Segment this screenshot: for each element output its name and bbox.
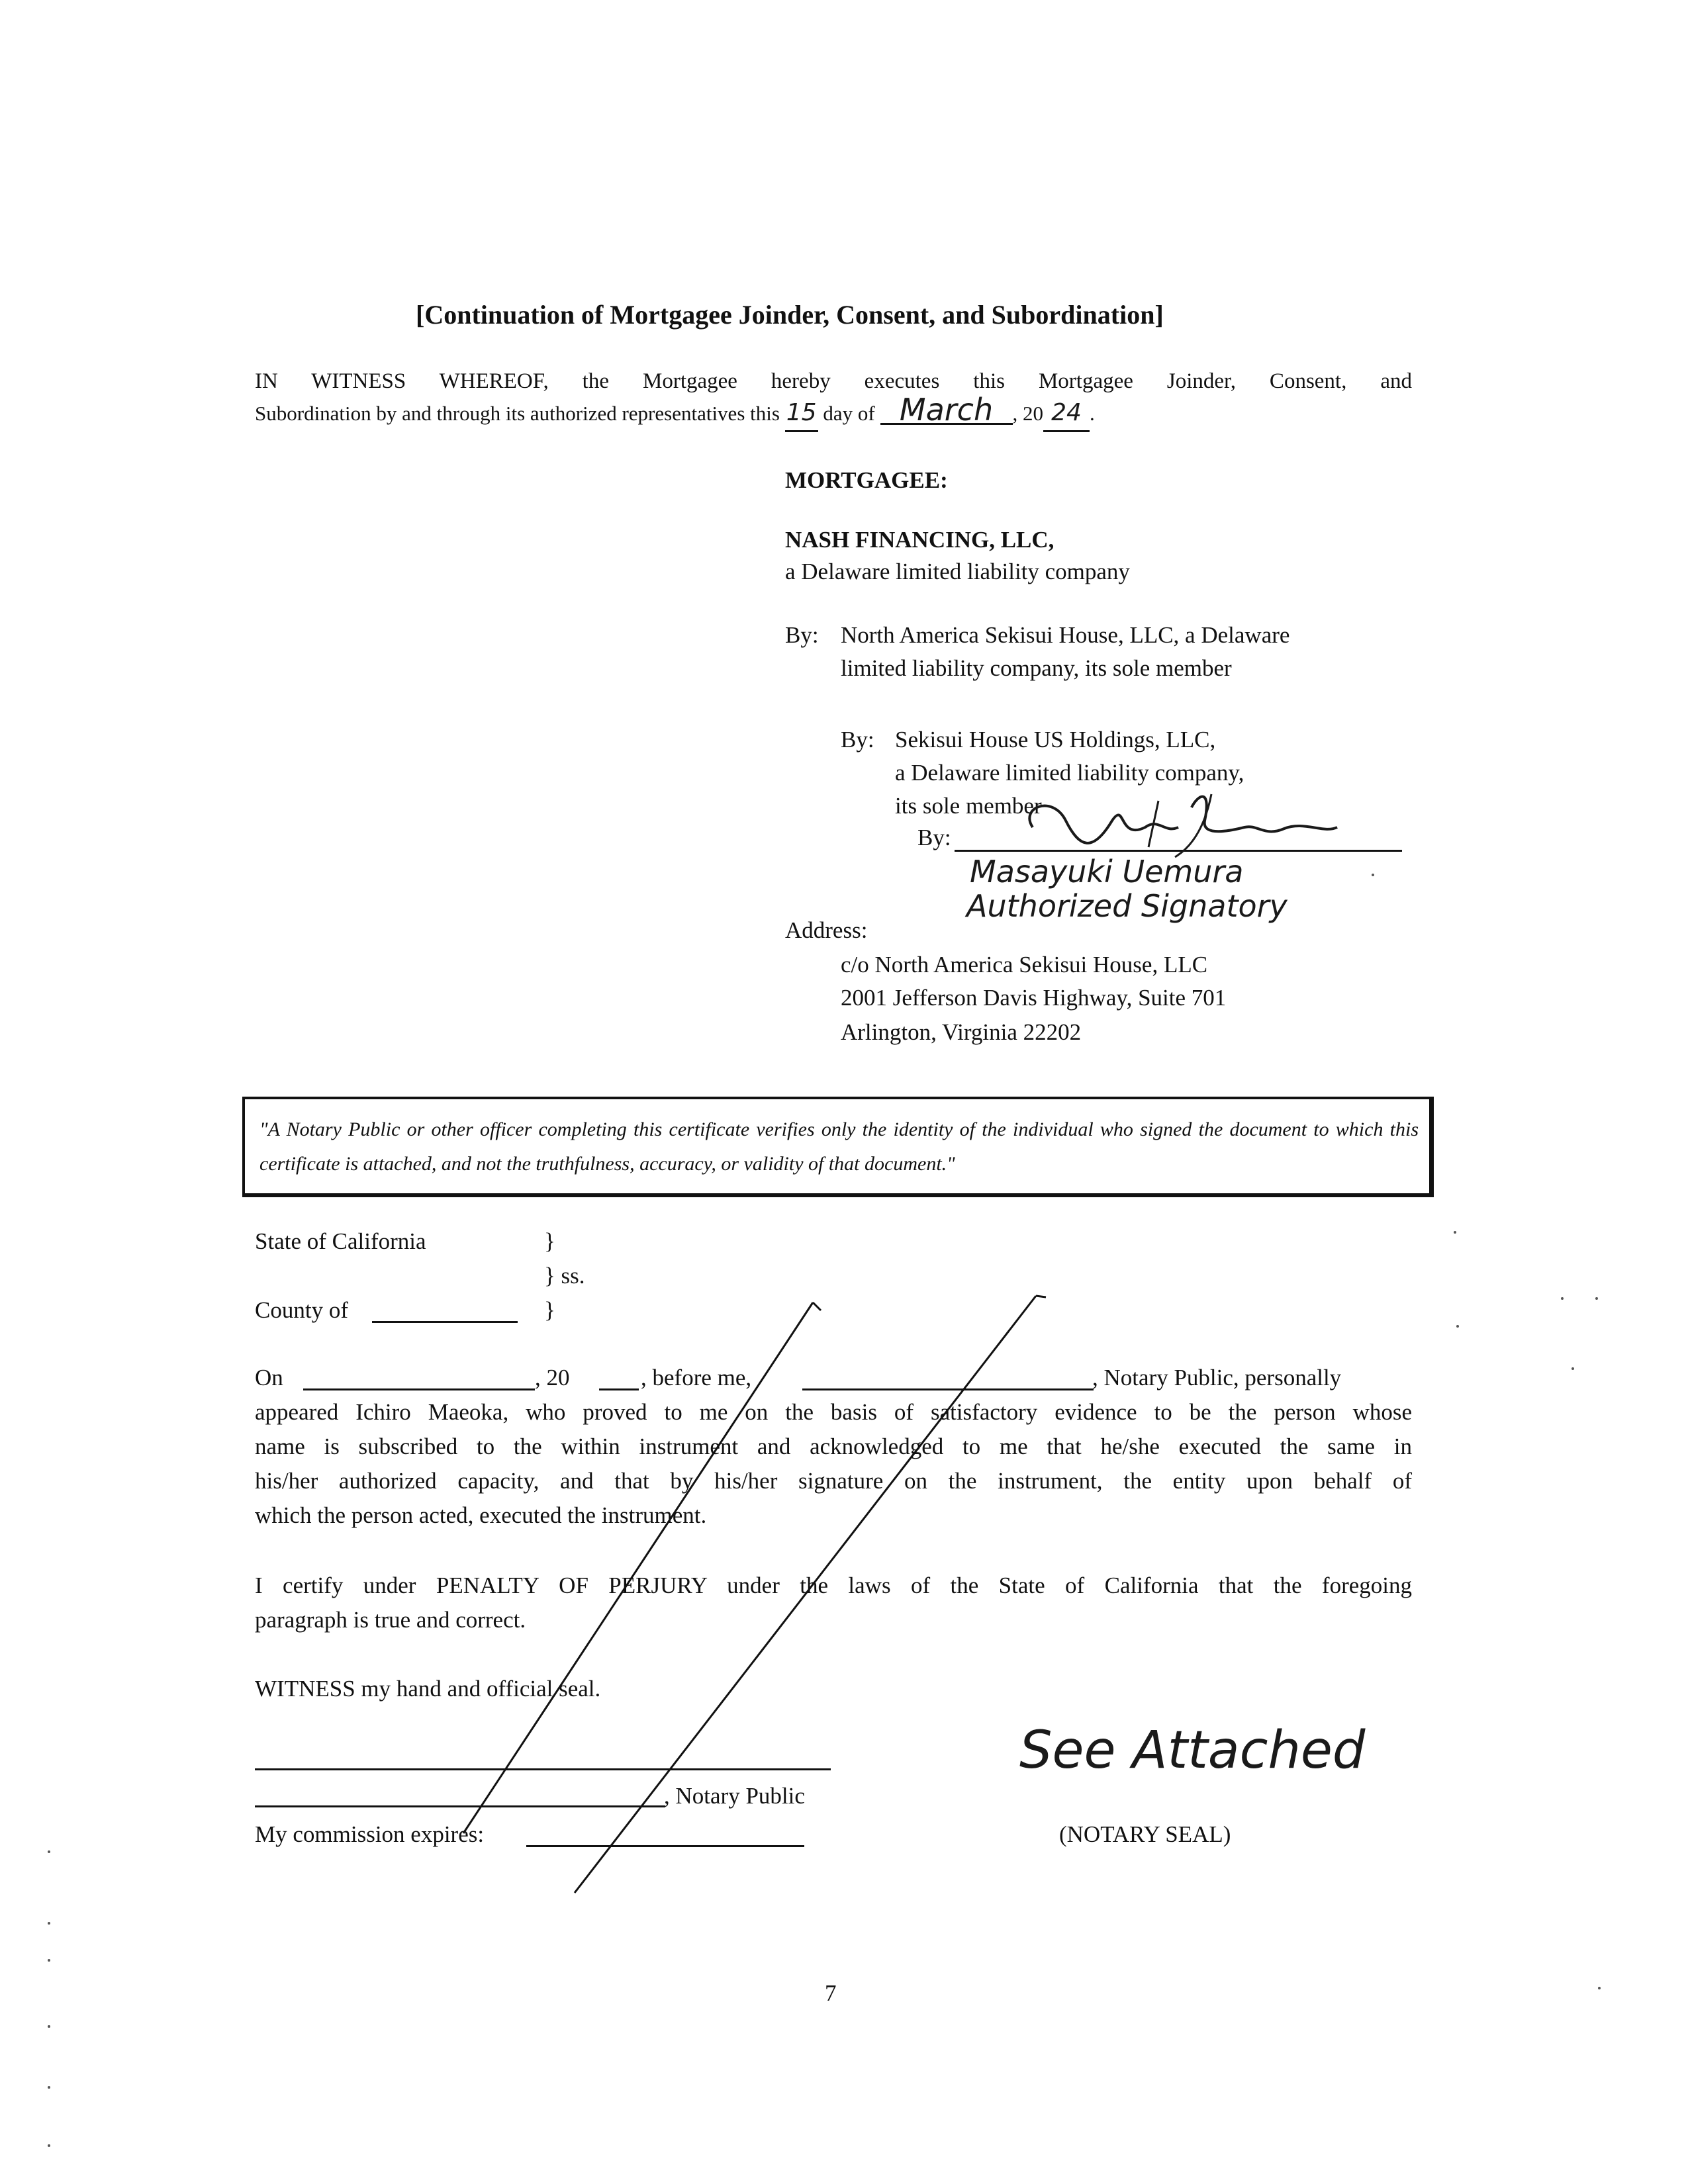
ack-line-5: which the person acted, executed the instrument. bbox=[255, 1502, 707, 1528]
venue-brace-1: } bbox=[544, 1228, 555, 1254]
witness-day: 15 bbox=[785, 396, 818, 432]
holdings-line-3: its sole member bbox=[895, 793, 1042, 819]
sole-member-line-1: North America Sekisui House, LLC, a Delaware bbox=[841, 622, 1290, 648]
venue-ss: } ss. bbox=[544, 1263, 585, 1289]
by-label-1: By: bbox=[785, 622, 819, 648]
scan-speck bbox=[48, 1850, 50, 1853]
scan-speck bbox=[48, 2144, 50, 2147]
ack-line-3: name is subscribed to the within instrument and acknowledged to me that he/she executed the same in bbox=[255, 1433, 1412, 1459]
ack-year-prefix: , 20 bbox=[535, 1365, 570, 1390]
scan-speck bbox=[1571, 1367, 1574, 1370]
witness-suffix: . bbox=[1090, 402, 1095, 425]
notary-seal-label: (NOTARY SEAL) bbox=[1059, 1821, 1231, 1847]
mortgagee-name: NASH FINANCING, LLC, bbox=[785, 527, 1055, 553]
by-label-2: By: bbox=[841, 727, 874, 752]
mortgagee-description: a Delaware limited liability company bbox=[785, 559, 1130, 584]
certify-line-1: I certify under PENALTY OF PERJURY under the laws of the State of California that the foregoing bbox=[255, 1572, 1412, 1598]
notary-notice-text: "A Notary Public or other officer completing this certificate verifies only the identity of the individual who signed the document to which this certificate is attached, and not the truthfulness, accuracy, or validity of that document." bbox=[259, 1118, 1419, 1175]
scan-speck bbox=[1561, 1297, 1564, 1300]
scan-speck bbox=[1454, 1231, 1456, 1234]
ack-on: On bbox=[255, 1365, 283, 1390]
scan-speck bbox=[48, 1922, 50, 1925]
county-label: County of bbox=[255, 1297, 348, 1323]
holdings-line-2: a Delaware limited liability company, bbox=[895, 760, 1244, 786]
sole-member-line-2: limited liability company, its sole member bbox=[841, 655, 1232, 681]
signer-title: Authorized Signatory bbox=[966, 888, 1288, 924]
page-title: [Continuation of Mortgagee Joinder, Consent, and Subordination] bbox=[416, 300, 1164, 330]
address-line-3: Arlington, Virginia 22202 bbox=[841, 1019, 1082, 1045]
witness-prefix: Subordination by and through its authorized representatives this bbox=[255, 402, 780, 425]
notary-public-label: , Notary Public bbox=[664, 1783, 805, 1809]
address-line-1: c/o North America Sekisui House, LLC bbox=[841, 952, 1208, 978]
witness-hand: WITNESS my hand and official seal. bbox=[255, 1676, 601, 1702]
witness-year-prefix: , 20 bbox=[1012, 402, 1044, 425]
witness-line-1: IN WITNESS WHEREOF, the Mortgagee hereby executes this Mortgagee Joinder, Consent, and bbox=[255, 369, 1412, 393]
witness-day-of: day of bbox=[823, 402, 875, 425]
witness-year: 24 bbox=[1043, 396, 1090, 432]
certify-line-2: paragraph is true and correct. bbox=[255, 1607, 526, 1633]
ack-line-4: his/her authorized capacity, and that by his/her signature on the instrument, the entity upon behalf of bbox=[255, 1468, 1412, 1494]
see-attached: See Attached bbox=[1019, 1721, 1366, 1780]
page-number: 7 bbox=[825, 1980, 837, 2006]
ack-before-me: , before me, bbox=[641, 1365, 752, 1390]
scan-speck bbox=[1598, 1987, 1601, 1989]
scan-speck bbox=[48, 1959, 50, 1962]
commission-expires-label: My commission expires: bbox=[255, 1821, 485, 1847]
mortgagee-label: MORTGAGEE: bbox=[785, 467, 948, 493]
scan-speck bbox=[1595, 1297, 1598, 1300]
witness-month: March bbox=[880, 396, 1013, 425]
address-label: Address: bbox=[785, 917, 868, 943]
venue-brace-2: } bbox=[544, 1297, 555, 1323]
ack-notary-public: , Notary Public, personally bbox=[1092, 1365, 1342, 1390]
address-line-2: 2001 Jefferson Davis Highway, Suite 701 bbox=[841, 985, 1227, 1011]
scan-speck bbox=[48, 2025, 50, 2028]
scan-speck bbox=[48, 2086, 50, 2089]
ack-line-2: appeared Ichiro Maeoka, who proved to me on the basis of satisfactory evidence to be the person whose bbox=[255, 1399, 1412, 1425]
scan-speck bbox=[1456, 1325, 1459, 1328]
state-label: State of California bbox=[255, 1228, 426, 1254]
holdings-line-1: Sekisui House US Holdings, LLC, bbox=[895, 727, 1216, 752]
signer-name: Masayuki Uemura bbox=[970, 854, 1244, 889]
by-label-3: By: bbox=[917, 825, 951, 850]
